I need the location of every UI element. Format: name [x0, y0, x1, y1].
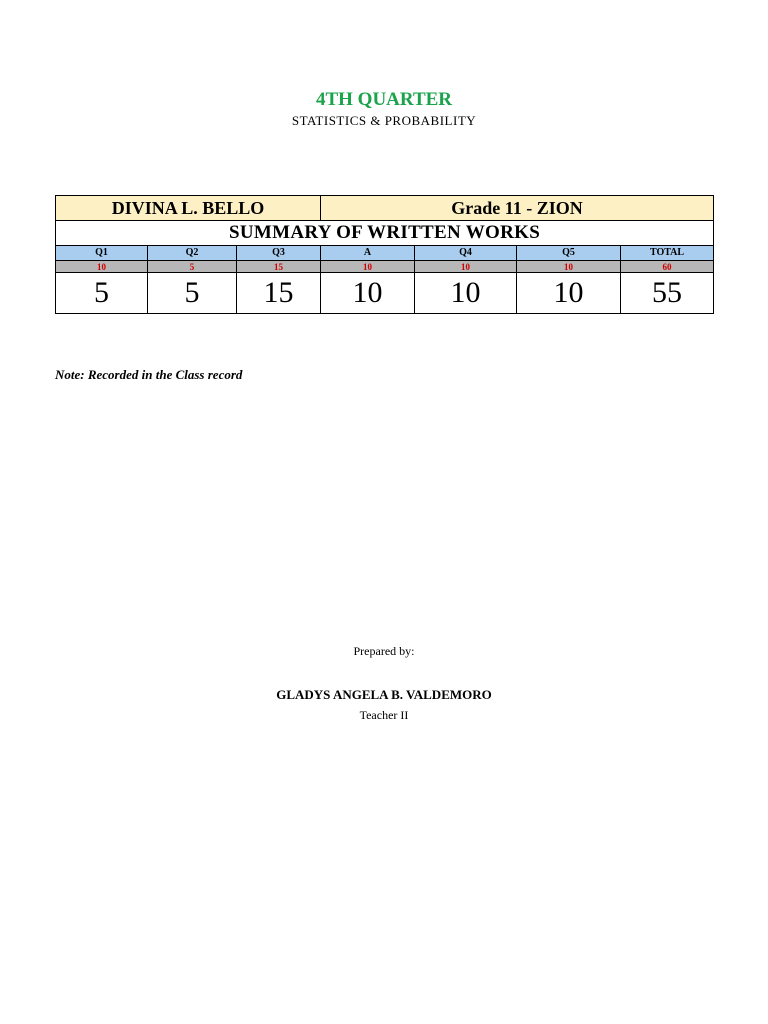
column-header-q1: Q1 [56, 246, 148, 261]
quarter-title: 4TH QUARTER [315, 89, 453, 110]
column-header-total: TOTAL [621, 246, 714, 261]
written-works-summary-table [55, 195, 714, 314]
prepared-by-label: Prepared by: [353, 644, 415, 658]
column-header-q4: Q4 [415, 246, 517, 261]
student-name: DIVINA L. BELLO [56, 196, 321, 221]
score-q3: 15 [237, 273, 321, 314]
column-header-q2: Q2 [148, 246, 237, 261]
teacher-name: GLADYS ANGELA B. VALDEMORO [276, 687, 492, 702]
score-q4: 10 [415, 273, 517, 314]
grade-section: Grade 11 - ZION [321, 196, 714, 221]
student-score-row [56, 273, 714, 314]
score-a: 10 [321, 273, 415, 314]
column-header-q3: Q3 [237, 246, 321, 261]
score-q2: 5 [148, 273, 237, 314]
column-header-q5: Q5 [517, 246, 621, 261]
subject-title: STATISTICS & PROBABILITY [291, 113, 477, 128]
max-score-row [56, 261, 714, 273]
score-total: 55 [621, 273, 714, 314]
summary-heading: SUMMARY OF WRITTEN WORKS [56, 221, 714, 246]
max-score-a: 10 [321, 261, 415, 273]
student-info-row [56, 196, 714, 221]
max-score-q1: 10 [56, 261, 148, 273]
max-score-q5: 10 [517, 261, 621, 273]
summary-heading-row [56, 221, 714, 246]
max-score-q3: 15 [237, 261, 321, 273]
score-q5: 10 [517, 273, 621, 314]
column-header-a: A [321, 246, 415, 261]
class-record-note: Note: Recorded in the Class record [55, 367, 243, 382]
column-header-row [56, 246, 714, 261]
score-q1: 5 [56, 273, 148, 314]
teacher-position: Teacher II [359, 708, 409, 722]
max-score-q2: 5 [148, 261, 237, 273]
max-score-q4: 10 [415, 261, 517, 273]
max-score-total: 60 [621, 261, 714, 273]
